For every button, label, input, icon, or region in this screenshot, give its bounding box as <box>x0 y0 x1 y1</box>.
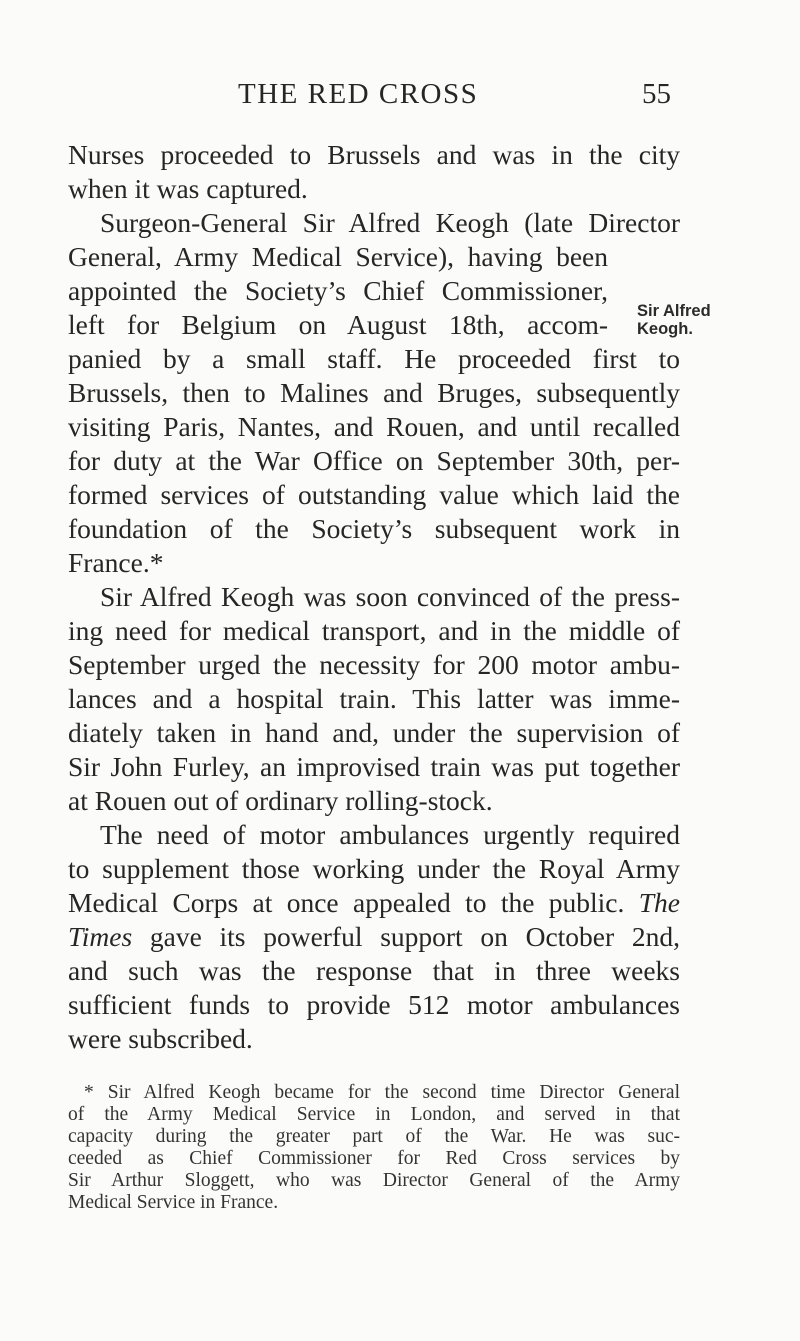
text-line: left for Belgium on August 18th, accom- <box>68 309 608 340</box>
italic-times: Times <box>68 921 133 952</box>
text-line: ing need for medical transport, and in the middle of <box>68 615 680 646</box>
text-line: and such was the response that in three weeks <box>68 955 680 986</box>
text-line-with-italic <box>68 920 680 954</box>
text-line: at Rouen out of ordinary rolling-stock. <box>68 785 493 816</box>
text-line: The need of motor ambulances urgently required <box>100 819 680 850</box>
text-line: visiting Paris, Nantes, and Rouen, and until recalled <box>68 411 680 442</box>
text-line: were subscribed. <box>68 1023 253 1054</box>
text-line: diately taken in hand and, under the supervision of <box>68 717 680 748</box>
footnote-line: capacity during the greater part of the War. He was suc- <box>68 1126 680 1147</box>
text-line: for duty at the War Office on September 30th, per- <box>68 445 680 476</box>
page-number: 55 <box>642 78 671 110</box>
footnote-line: ceeded as Chief Commissioner for Red Cross services by <box>68 1148 680 1169</box>
text-line: Sir Alfred Keogh was soon convinced of the press- <box>100 581 680 612</box>
text-line: sufficient funds to provide 512 motor ambulances <box>68 989 680 1020</box>
margin-note <box>637 302 711 338</box>
text-line: Sir John Furley, an improvised train was put together <box>68 751 680 782</box>
footnote-line: Medical Service in France. <box>68 1192 279 1213</box>
text-line: formed services of outstanding value which laid the <box>68 479 680 510</box>
text-segment: gave its powerful support on October 2nd, <box>149 921 680 952</box>
text-line: lances and a hospital train. This latter was imme- <box>68 683 680 714</box>
text-line-with-italic <box>68 886 680 920</box>
text-line: General, Army Medical Service), having been <box>68 241 608 272</box>
text-line: when it was captured. <box>68 173 308 204</box>
footnote-line: * Sir Alfred Keogh became for the second time Director General <box>84 1082 680 1103</box>
text-line: September urged the necessity for 200 motor ambu- <box>68 649 680 680</box>
text-line: panied by a small staff. He proceeded first to <box>68 343 680 374</box>
footnote-line: Sir Arthur Sloggett, who was Director General of the Army <box>68 1170 680 1191</box>
text-line: foundation of the Society’s subsequent work in <box>68 513 680 544</box>
footnote-line: of the Army Medical Service in London, and served in that <box>68 1104 680 1125</box>
text-line: France.* <box>68 547 164 578</box>
margin-note-line: Keogh. <box>637 320 693 338</box>
text-segment: Medical Corps at once appealed to the public. <box>68 887 625 918</box>
text-line: Surgeon-General Sir Alfred Keogh (late Director <box>100 207 680 238</box>
text-line: Brussels, then to Malines and Bruges, subsequently <box>68 377 680 408</box>
text-line: Nurses proceeded to Brussels and was in the city <box>68 139 680 170</box>
text-line: to supplement those working under the Royal Army <box>68 853 680 884</box>
italic-the: The <box>638 887 680 918</box>
running-header <box>0 78 800 118</box>
running-title: THE RED CROSS <box>238 78 479 110</box>
text-line: appointed the Society’s Chief Commissioner, <box>68 275 608 306</box>
margin-note-line: Sir Alfred <box>637 302 711 320</box>
